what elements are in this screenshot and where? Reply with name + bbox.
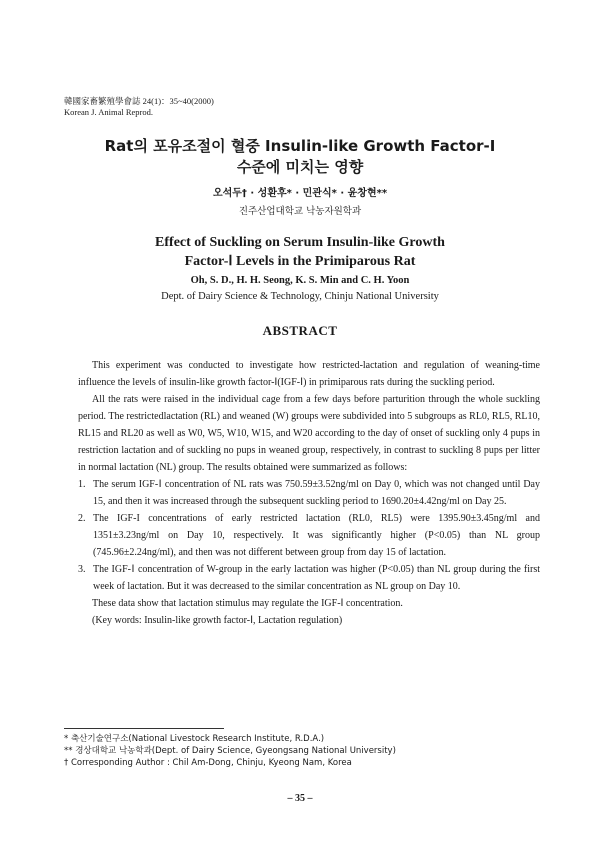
results-list [78,476,540,595]
english-authors: Oh, S. D., H. H. Seong, K. S. Min and C. H. Yoon [190,275,410,286]
list-item-number: 3. [78,564,86,575]
footnote-3: † Corresponding Author : Chil Am-Dong, Chinju, Kyeong Nam, Korea [64,758,352,768]
list-item-text: The serum IGF-Ⅰ concentration of NL rats was 750.59±3.52ng/ml on Day 0, which was not changed until Day 15, and then it was increased through the subsequent suckling period to 1690.20±4.42ng/ml on Day 25. [93,479,540,507]
korean-authors: 오석두† · 성환후* · 민관식* · 윤창현** [212,188,388,199]
korean-title-line-2: 수준에 미치는 영향 [236,158,364,176]
english-affiliation: Dept. of Dairy Science & Technology, Chinju National University [161,291,439,302]
english-title [0,233,600,271]
abstract-heading: ABSTRACT [262,323,338,338]
keywords: (Key words: Insulin-like growth factor-Ⅰ, Lactation regulation) [92,615,343,626]
abstract-paragraph-1: This experiment was conducted to investigate how restricted-lactation and regulation of weaning-time influence the levels of insulin-like growth factor-Ⅰ(IGF-Ⅰ) in primiparous rats during the suckling period. [78,360,540,388]
list-item-number: 1. [78,479,86,490]
journal-korean-citation: 韓國家畜繁殖學會誌 24(1)：35~40(2000) [64,96,214,106]
list-item-text: The IGF-I concentrations of early restricted lactation (RL0, RL5) were 1395.90±3.45ng/ml and 1351±3.23ng/ml on Day 10, respectively. It was significantly higher (P<0.05) than NL group (745.96±2.24ng/ml), and then was not different between group from day 15 of lactation. [93,513,540,558]
abstract-conclusion: These data show that lactation stimulus may regulate the IGF-Ⅰ concentration. [92,598,403,609]
korean-title-line-1: Rat의 포유조절이 혈중 Insulin-like Growth Factor-Ⅰ [104,137,496,155]
abstract-body [78,357,540,629]
korean-affiliation: 진주산업대학교 낙농자원학과 [238,206,362,217]
footnote-divider [64,728,224,729]
journal-english-name: Korean J. Animal Reprod. [64,107,153,117]
footnote-2: ** 경상대학교 낙농학과(Dept. of Dairy Science, Gyeongsang National University) [64,746,396,756]
list-item [78,476,540,510]
list-item [78,561,540,595]
english-title-line-1: Effect of Suckling on Serum Insulin-like Growth [155,235,445,250]
korean-title [0,136,600,178]
list-item [78,510,540,561]
footnotes [64,733,396,769]
list-item-text: The IGF-Ⅰ concentration of W-group in the early lactation was higher (P<0.05) than NL group during the first week of lactation. But it was decreased to the similar concentration as NL group on Day 10. [93,564,540,592]
footnote-1: * 축산기술연구소(National Livestock Research Institute, R.D.A.) [64,734,325,744]
page-number: – 35 – [287,793,313,804]
abstract-paragraph-2: All the rats were raised in the individual cage from a few days before parturition through the whole suckling period. The restrictedlactation (RL) and weaned (W) groups were subdivided into 5 subgroups as RL0, RL5, RL10, RL15 and RL20 as well as W0, W5, W10, W15, and W20 according to the day of onset of suckling only 4 pups in restriction lactation and of suckling no pups in weaned group, respectively, in contrast to suckling 8 pups per litter in normal lactation (NL) group. The results obtained were summarized as follows: [78,394,540,473]
english-title-line-2: Factor-Ⅰ Levels in the Primiparous Rat [184,254,416,269]
list-item-number: 2. [78,513,86,524]
journal-citation [64,96,214,118]
